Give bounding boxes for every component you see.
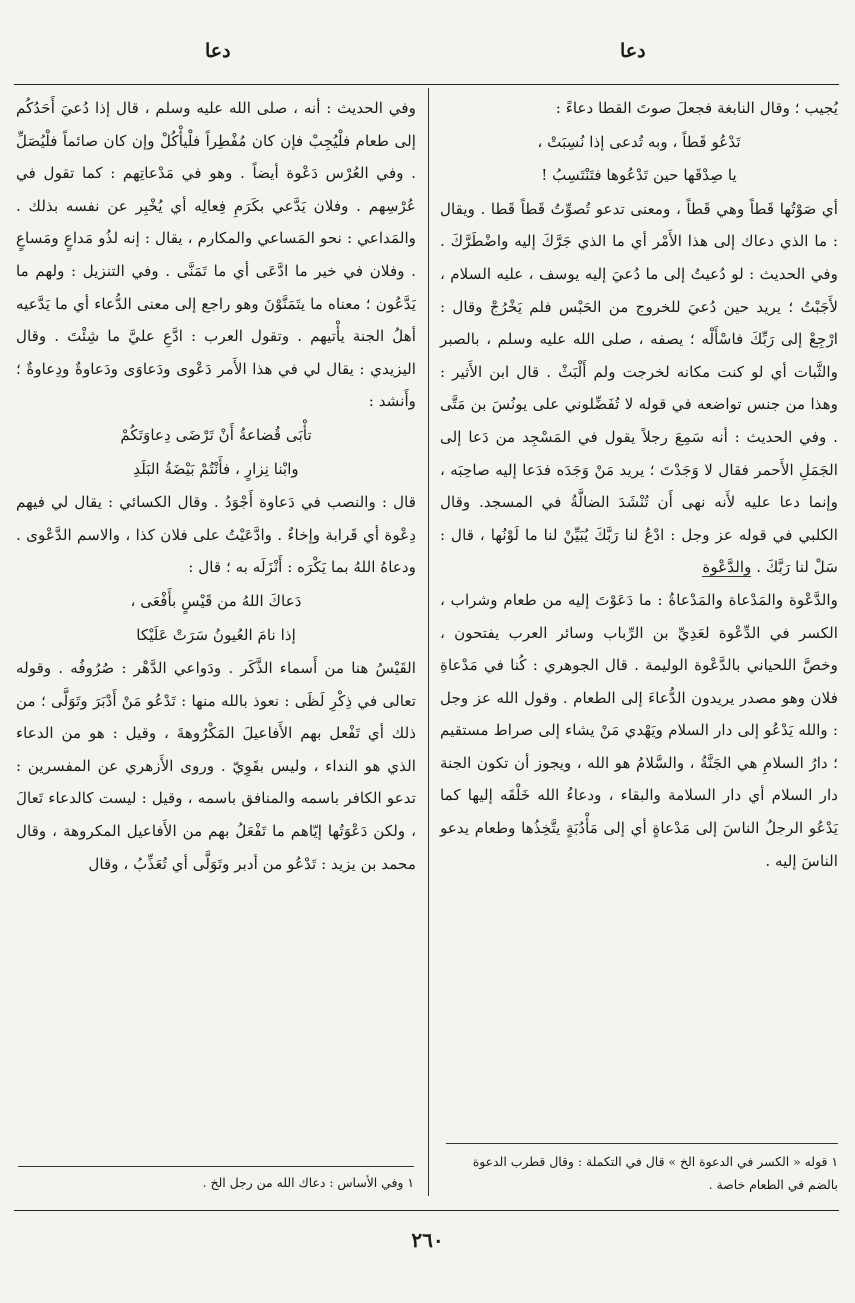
underlined-word: والدَّعْوة xyxy=(702,558,752,577)
right-paragraph-2 xyxy=(440,193,838,584)
left-verse-line-2: وابْنا نِزارٍ ، فأَنْتُمْ بَيْضَةُ البَلَدِ xyxy=(133,459,299,478)
right-paragraph-1: يُجيب ؛ وقال النابغة فجعلَ صوتَ القطا دعاءً : xyxy=(555,99,838,117)
right-column xyxy=(440,92,838,877)
left-verse-line-3: دَعاكَ اللهُ من قَيْسٍ بأَفْعَى ، xyxy=(130,591,302,610)
page-number: ٢٦٠ xyxy=(411,1228,444,1252)
left-paragraph-1: وفي الحديث : أنه ، صلى الله عليه وسلم ، قال إذا دُعيَ أَحَدُكُم إلى طعام فلْيُجِبْ فإن كان مُفْطِراً فلْيأْكُلْ وإن كان صائماً فلْيُصَلِّ . وفي العُرْس دَعْوة أيضاً . وهو في مَدْعاتِهم : كما تقول في عُرْسِهم . وفلان يَدَّعي بكَرَمِ فِعالِه أي يُخْبِر عن نفسه بذلك . والمَداعي : نحو المَساعي والمكارم ، يقال : إنه لذُو مَداعٍ ومَساعٍ . وفلان في خير ما ادَّعَى أي ما تَمَنَّى . وفي التنزيل : ولهم ما يَدَّعُون ؛ معناه ما يتَمَنَّوْنَ وهو راجع إلى معنى الدُّعاء أي ما يَدَّعيه أهلُ الجنة يأْتيهم . وتقول العرب : ادَّعِ عليَّ ما شِئْتَ . وقال اليزيدي : يقال لي في هذا الأَمر دَعْوى ودَعاوَى ودَعاوةٌ ودِعاوةٌ ؛ وأَنشد : xyxy=(16,99,416,411)
footer-rule xyxy=(14,1210,839,1211)
right-paragraph-2-text: أي صَوْتُها قَطاً وهي قَطاً ، ومعنى تدعو تُصوِّتُ قَطاً قَطا . ويقال : ما الذي دعاك إلى هذا الأَمْر أي ما الذي جَرَّكَ إليه واضْطَرَّكَ . وفي الحديث : لو دُعيتُ إلى ما دُعيَ إليه يوسف ، عليه السلام ، لأَجَبْتُ ؛ يريد حين دُعيَ للخروج من الحَبْس فلم يَخْرُجْ وقال : ارْجِعْ إلى رَبِّكَ فاسْأَلْه ؛ يصفه ، صلى الله عليه وسلم ، بالصبر والثَّبات أي لو كنت مكانه لخرجت ولم أَلْبَثْ . قال ابن الأَثير : وهذا من جنس تواضعه في قوله لا تُفَضِّلوني على يونُسَ بن مَتَّى . وفي الحديث : أنه سَمِعَ رجلاً يقول في المَسْجِد من دَعا إلى الجَمَلِ الأَحمر فقال لا وَجَدْتَ ؛ يريد مَنْ وَجَدَه فدَعا إليه صاحِبَه ، وإنما دعا عليه لأَنه نهى أَن تُنْشَدَ الضالَّةُ في المسجد. وقال الكلبي في قوله عز وجل : ادْعُ لنا رَبَّكَ يُبَيِّنْ لنا ما لَوْنُها ، قال : سَلْ لنا رَبَّكَ . xyxy=(440,199,838,577)
left-footnote: ١ وفي الأساس : دعاك الله من رجل الخ . xyxy=(202,1175,414,1190)
left-verse-line-4: إذا نامَ العُيونُ سَرَتْ عَلَيْكا xyxy=(136,625,296,644)
right-verse-line-2: يا صِدْقَها حين تَدْعُوها فتَنْتَسِبُ ! xyxy=(541,166,737,185)
right-paragraph-3: والدَّعْوة والمَدْعاة والمَدْعاةُ : ما دَعَوْتَ إليه من طعام وشراب ، الكسر في الدِّعْوة لعَدِيِّ بن الرِّباب وسائر العرب يفتحون ، وخصَّ اللحياني بالدَّعْوة الوليمة . قال الجوهري : كُنا في مَدْعاةِ فلان وهو مصدر يريدون الدُّعاءَ إلى الطعام . وقول الله عز وجل : والله يَدْعُو إلى دار السلام ويَهْدي مَنْ يشاء إلى صراط مستقيم ؛ دارُ السلامِ هي الجَنَّةُ ، والسَّلامُ هو الله ، ويجوز أن تكون الجنة دار السلام أي دار السلامة والبقاء ، ودعاءُ الله خَلْقَه إليها كما يَدْعُو الرجلُ الناسَ إلى مَدْعاةٍ أي إلى مَأْدُبَةٍ يتَّخِذُها وطعام يدعو الناسَ إليه . xyxy=(440,590,838,870)
right-footnote-rule xyxy=(446,1143,838,1144)
column-separator xyxy=(428,88,429,1196)
left-column xyxy=(16,92,416,880)
left-paragraph-2: قال : والنصب في دَعاوة أَجْوَدُ . وقال الكسائي : يقال لي فيهم دِعْوة أي قَرابة وإخاءٌ . وادَّعَيْتُ على فلان كذا ، والاسم الدَّعْوى . ودعاهُ اللهُ بما يَكْرَه : أَنْزَلَه به ؛ قال : xyxy=(16,493,416,577)
left-footnote-rule xyxy=(18,1166,414,1167)
header-rule xyxy=(14,84,839,85)
running-header-left: دعا xyxy=(205,40,231,62)
right-verse-line-1: تَدْعُو قَطاً ، وبه تُدعى إذا نُسِبَتْ ، xyxy=(537,132,741,151)
right-footnote: ١ قوله « الكسر في الدعوة الخ » قال في التكملة : وقال قطرب الدعوة بالضم في الطعام خاصة . xyxy=(472,1154,838,1192)
running-header-right: دعا xyxy=(620,40,646,62)
left-verse-line-1: تأْبَى قُضاعةُ أَنْ تَرْضَى دِعاوَتَكُمْ xyxy=(120,425,312,444)
left-paragraph-3: القَيْسُ هنا من أَسماء الذَّكَر . ودَواعي الدَّهْر : صُرُوفُه . وقوله تعالى في ذِكْرِ لَظَى : نعوذ بالله منها : تَدْعُو مَنْ أَدْبَرَ وتَوَلَّى ؛ من ذلك أي تَفْعل بهم الأَفاعيلَ المَكْرُوهةَ ، وقيل : هو من الدعاء الذي هو النداء ، وليس بقَوِيّ . وروى الأَزهري عن المفسرين : تدعو الكافر باسمه والمنافق باسمه ، وقيل : ليست كالدعاء تَعالَ ، ولكن دَعْوَتُها إيّاهم ما تَفْعَلُ بهم من الأَفاعيل المكروهة ، وقال محمد بن يزيد : تَدْعُو من أدبر وتَوَلَّى أي تُعَذِّبُ ، وقال xyxy=(16,659,416,873)
